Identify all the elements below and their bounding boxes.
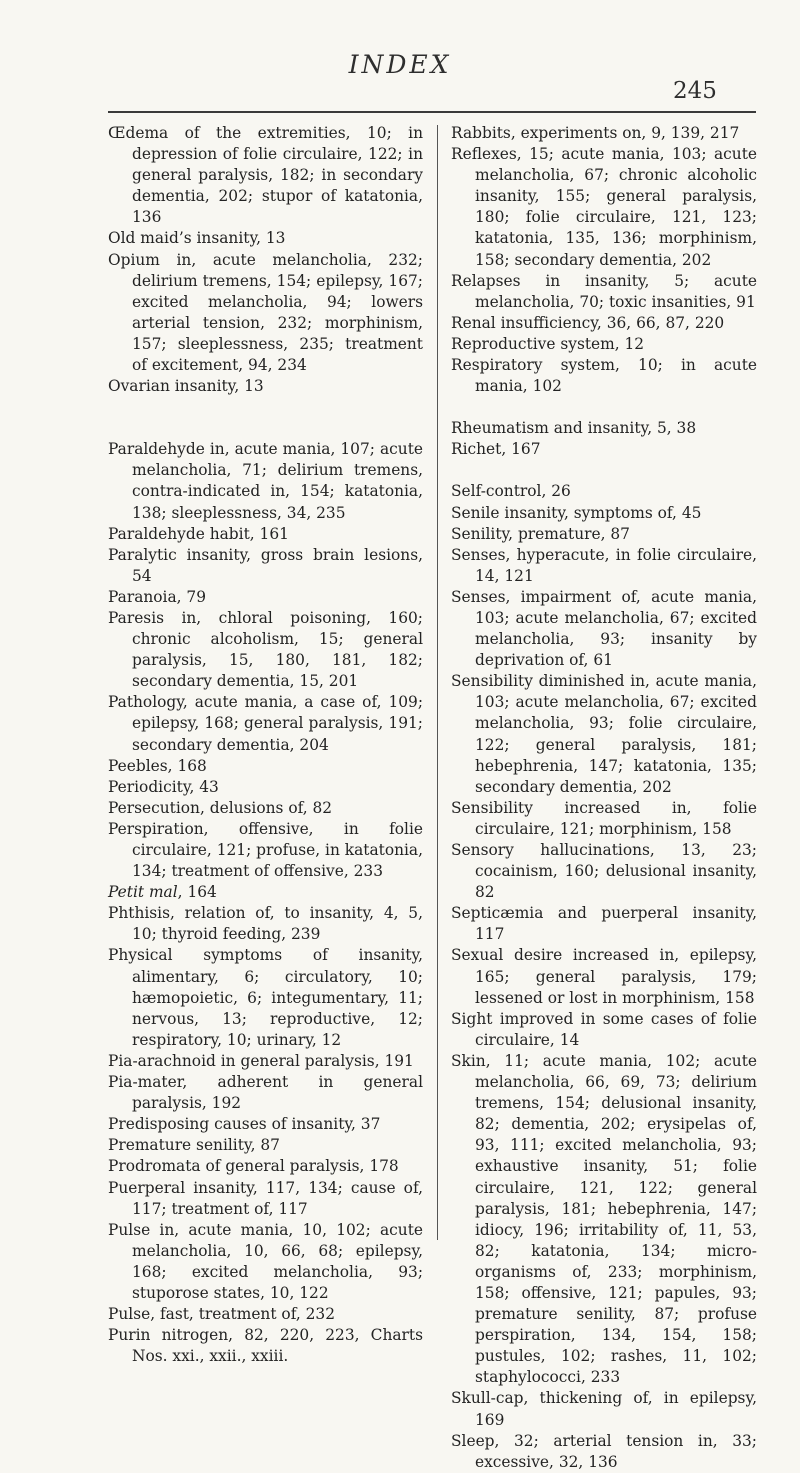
index-entry: Old maid’s insanity, 13 [108, 229, 286, 248]
index-entry: Respiratory system, 10; in acute mania, 102 [451, 356, 757, 396]
index-column-left [108, 123, 423, 1367]
index-entry: Pia-mater, adherent in general paralysis, 192 [108, 1073, 423, 1113]
index-entry: Pulse, fast, treatment of, 232 [108, 1305, 335, 1324]
page-header-title: INDEX [348, 50, 452, 79]
index-entry: Senses, hyperacute, in folie circulaire, 14, 121 [451, 545, 757, 585]
index-entry: Paraldehyde habit, 161 [108, 524, 289, 543]
index-entry: Ovarian insanity, 13 [108, 377, 264, 396]
index-entry: Periodicity, 43 [108, 777, 219, 796]
index-entry: Sensory hallucinations, 13, 23; cocainism, 160; delusional insanity, 82 [451, 841, 757, 902]
index-entry: Relapses in insanity, 5; acute melancholia, 70; toxic insanities, 91 [451, 271, 757, 311]
index-entry: Sleep, 32; arterial tension in, 33; excessive, 32, 136 [451, 1431, 757, 1471]
index-column-right [451, 123, 757, 1473]
index-entry: Sensibility diminished in, acute mania, 103; acute melancholia, 67; excited melancholia, 93; folie circulaire, 122; general paralysis, 181; hebephrenia, 147; katatonia, 135; secondary dementia, 202 [451, 672, 757, 796]
column-divider [437, 125, 438, 1240]
index-entry: Skin, 11; acute mania, 102; acute melancholia, 66, 69, 73; delirium tremens, 154; delusional insanity, 82; dementia, 202; erysipelas of, 93, 111; excited melancholia, 93; exhaustive insanity, 51; folie circulaire, 121, 122; general paralysis, 181; hebephrenia, 147; idiocy, 196; irritability of, 11, 53, 82; katatonia, 134; micro-organisms of, 233; morphinism, 158; offensive, 121; papules, 93; premature senility, 87; profuse perspiration, 134, 154, 158; pustules, 102; rashes, 11, 102; staphylococci, 233 [451, 1051, 757, 1387]
index-entry: Persecution, delusions of, 82 [108, 798, 333, 817]
index-entry: Renal insufficiency, 36, 66, 87, 220 [451, 313, 725, 332]
index-entry: Pia-arachnoid in general paralysis, 191 [108, 1051, 414, 1070]
index-entry: Senses, impairment of, acute mania, 103; acute melancholia, 67; excited melancholia, 93; insanity by deprivation of, 61 [451, 587, 757, 670]
index-entry: Petit mal, 164 [108, 883, 217, 902]
index-entry: Predisposing causes of insanity, 37 [108, 1115, 381, 1134]
index-entry: Puerperal insanity, 117, 134; cause of, 117; treatment of, 117 [108, 1178, 423, 1218]
index-entry: Reflexes, 15; acute mania, 103; acute melancholia, 67; chronic alcoholic insanity, 155; general paralysis, 180; folie circulaire, 121, 123; katatonia, 135, 136; morphinism, 158; secondary dementia, 202 [451, 145, 757, 269]
header-rule [108, 111, 756, 113]
index-entry: Paranoia, 79 [108, 587, 207, 606]
index-entry: Reproductive system, 12 [451, 334, 645, 353]
index-entry: Senile insanity, symptoms of, 45 [451, 503, 702, 522]
index-entry: Œdema of the extremities, 10; in depression of folie circulaire, 122; in general paralysis, 182; in secondary dementia, 202; stupor of katatonia, 136 [108, 124, 423, 227]
index-entry: Opium in, acute melancholia, 232; delirium tremens, 154; epilepsy, 167; excited melancholia, 94; lowers arterial tension, 232; morphinism, 157; sleeplessness, 235; treatment of excitement, 94, 234 [108, 250, 423, 375]
index-entry: Phthisis, relation of, to insanity, 4, 5, 10; thyroid feeding, 239 [108, 904, 423, 944]
index-entry: Paralytic insanity, gross brain lesions, 54 [108, 545, 423, 585]
index-entry: Rheumatism and insanity, 5, 38 [451, 419, 697, 438]
index-entry: Premature senility, 87 [108, 1136, 280, 1155]
index-entry: Sight improved in some cases of folie circulaire, 14 [451, 1009, 757, 1049]
italic-term: Petit mal [108, 883, 178, 902]
index-entry: Paraldehyde in, acute mania, 107; acute melancholia, 71; delirium tremens, contra-indicated in, 154; katatonia, 138; sleeplessness, 34, 235 [108, 440, 423, 522]
index-entry: Sensibility increased in, folie circulaire, 121; morphinism, 158 [451, 798, 757, 838]
index-entry: Senility, premature, 87 [451, 524, 630, 543]
index-entry: Self-control, 26 [451, 482, 571, 501]
index-entry: Rabbits, experiments on, 9, 139, 217 [451, 124, 740, 142]
section-gap [451, 397, 757, 418]
index-entry: Peebles, 168 [108, 756, 207, 775]
index-entry: Prodromata of general paralysis, 178 [108, 1157, 399, 1176]
index-entry: Pathology, acute mania, a case of, 109; epilepsy, 168; general paralysis, 191; secondary dementia, 204 [108, 693, 423, 754]
index-entry: Perspiration, offensive, in folie circulaire, 121; profuse, in katatonia, 134; treatment of offensive, 233 [108, 819, 423, 881]
index-entry: Purin nitrogen, 82, 220, 223, Charts Nos. xxi., xxii., xxiii. [108, 1326, 423, 1366]
index-entry: Septicæmia and puerperal insanity, 117 [451, 904, 757, 944]
section-gap [451, 460, 757, 481]
index-entry: Richet, 167 [451, 440, 541, 459]
index-entry: Sexual desire increased in, epilepsy, 165; general paralysis, 179; lessened or lost in morphinism, 158 [451, 946, 757, 1007]
page-number: 245 [673, 78, 717, 104]
index-entry: Paresis in, chloral poisoning, 160; chronic alcoholism, 15; general paralysis, 15, 180, 181, 182; secondary dementia, 15, 201 [108, 608, 423, 691]
index-entry: Physical symptoms of insanity, alimentary, 6; circulatory, 10; hæmopoietic, 6; integumentary, 11; nervous, 13; reproductive, 12; respiratory, 10; urinary, 12 [108, 946, 423, 1049]
index-entry: Skull-cap, thickening of, in epilepsy, 169 [451, 1389, 757, 1429]
index-entry: Pulse in, acute mania, 10, 102; acute melancholia, 10, 66, 68; epilepsy, 168; excited melancholia, 93; stuporose states, 10, 122 [108, 1220, 423, 1302]
section-gap [108, 397, 423, 439]
